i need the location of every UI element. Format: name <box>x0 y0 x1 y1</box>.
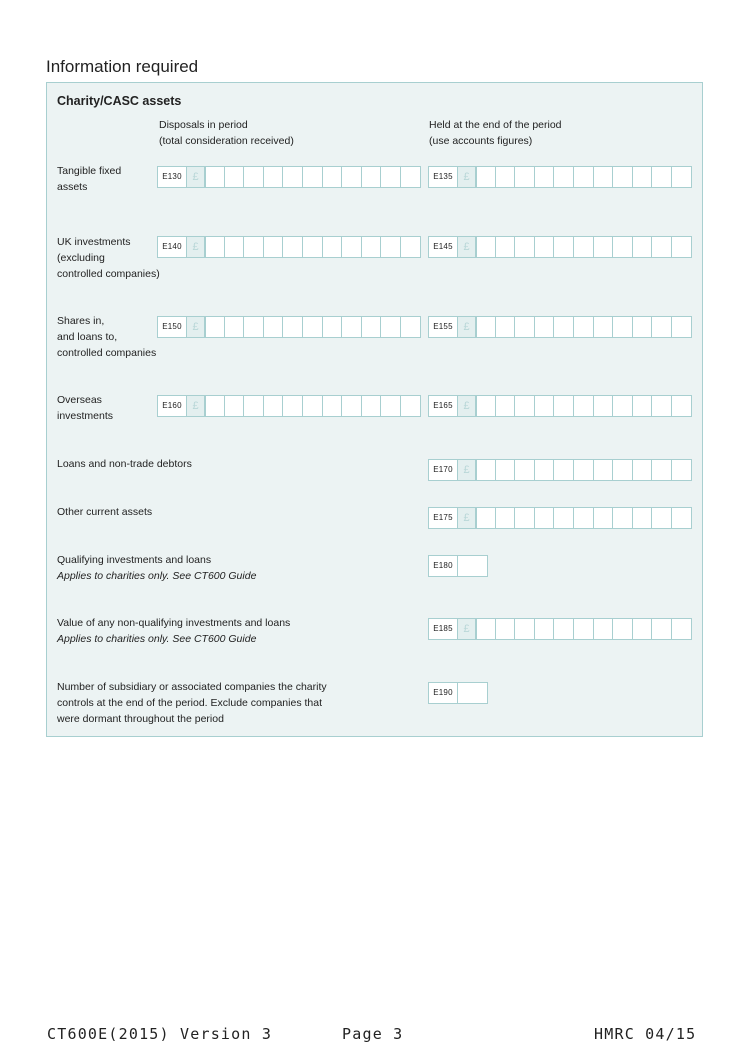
page-heading: Information required <box>46 57 199 76</box>
box-number: E165 <box>428 395 458 417</box>
digit-cell[interactable] <box>613 316 633 338</box>
digit-cell[interactable] <box>672 395 692 417</box>
charity-assets-panel <box>46 82 703 737</box>
digit-cell[interactable] <box>342 236 362 258</box>
digit-cell[interactable] <box>652 236 672 258</box>
label-shares-controlled-companies: Shares in, and loans to, controlled companies <box>57 315 157 359</box>
digit-cell[interactable] <box>554 395 574 417</box>
label-tangible-fixed-assets: Tangible fixed assets <box>57 165 122 193</box>
box-number: E155 <box>428 316 458 338</box>
digit-cell[interactable] <box>244 236 264 258</box>
digit-cell[interactable] <box>535 459 555 481</box>
pound-sign: £ <box>458 316 476 338</box>
disposals-column-header: Disposals in period (total consideration received) <box>159 119 294 147</box>
pound-sign: £ <box>187 395 205 417</box>
label-non-qualifying-investments: Value of any non-qualifying investments and loans Applies to charities only. See CT600 Guide <box>57 617 291 645</box>
box-number: E185 <box>428 618 458 640</box>
digit-cell[interactable] <box>362 166 382 188</box>
digit-cell[interactable] <box>264 395 284 417</box>
digit-cell[interactable] <box>535 395 555 417</box>
count-entry-box[interactable] <box>458 555 488 577</box>
digit-cell[interactable] <box>574 507 594 529</box>
qualifying-note: Applies to charities only. See CT600 Guide <box>57 570 257 582</box>
digit-cell[interactable] <box>303 166 323 188</box>
field-e170[interactable] <box>428 459 692 481</box>
digit-cell[interactable] <box>515 166 535 188</box>
digit-cell[interactable] <box>303 395 323 417</box>
pound-sign: £ <box>458 459 476 481</box>
digit-cell[interactable] <box>264 166 284 188</box>
pound-sign: £ <box>187 316 205 338</box>
digit-cell[interactable] <box>244 395 264 417</box>
digit-cell[interactable] <box>476 166 496 188</box>
digit-cell[interactable] <box>613 166 633 188</box>
digit-cell[interactable] <box>476 316 496 338</box>
digit-cell[interactable] <box>515 459 535 481</box>
digit-cell[interactable] <box>672 618 692 640</box>
field-e190[interactable] <box>428 682 488 704</box>
digit-cell[interactable] <box>496 618 516 640</box>
digit-cell[interactable] <box>633 236 653 258</box>
digit-cell[interactable] <box>633 618 653 640</box>
digit-cell[interactable] <box>515 395 535 417</box>
digit-cell[interactable] <box>225 236 245 258</box>
label-uk-investments: UK investments (excluding controlled companies) <box>57 236 160 280</box>
digit-cell[interactable] <box>205 316 225 338</box>
digit-cell[interactable] <box>362 316 382 338</box>
box-number: E145 <box>428 236 458 258</box>
digit-cell[interactable] <box>554 459 574 481</box>
non-qualifying-note: Applies to charities only. See CT600 Guide <box>57 633 257 645</box>
digit-cell[interactable] <box>323 166 343 188</box>
count-entry-box[interactable] <box>458 682 488 704</box>
box-number: E175 <box>428 507 458 529</box>
digit-cell[interactable] <box>652 395 672 417</box>
label-subsidiary-companies: Number of subsidiary or associated companies the charity controls at the end of the period. Exclude companies that were dormant throughout the period <box>57 681 327 725</box>
digit-cell[interactable] <box>476 395 496 417</box>
digit-cell[interactable] <box>381 166 401 188</box>
label-qualifying-investments: Qualifying investments and loans Applies to charities only. See CT600 Guide <box>57 554 257 582</box>
box-number: E160 <box>157 395 187 417</box>
digit-cell[interactable] <box>515 507 535 529</box>
digit-cell[interactable] <box>554 507 574 529</box>
digit-cell[interactable] <box>496 316 516 338</box>
digit-cell[interactable] <box>574 236 594 258</box>
digit-cell[interactable] <box>401 316 421 338</box>
digit-cell[interactable] <box>672 236 692 258</box>
digit-cell[interactable] <box>476 236 496 258</box>
field-e140[interactable] <box>157 236 421 258</box>
footer-form-version: CT600E(2015) Version 3 <box>47 1025 273 1043</box>
digit-cell[interactable] <box>362 395 382 417</box>
digit-cell[interactable] <box>323 236 343 258</box>
field-e135[interactable] <box>428 166 692 188</box>
footer-page-number: Page 3 <box>342 1025 404 1043</box>
digit-cell[interactable] <box>652 459 672 481</box>
digit-cell[interactable] <box>476 618 496 640</box>
digit-cell[interactable] <box>672 507 692 529</box>
field-e160[interactable] <box>157 395 421 417</box>
digit-cell[interactable] <box>205 236 225 258</box>
digit-cell[interactable] <box>303 316 323 338</box>
digit-cell[interactable] <box>594 459 614 481</box>
pound-sign: £ <box>458 618 476 640</box>
digit-cell[interactable] <box>244 316 264 338</box>
pound-sign: £ <box>187 236 205 258</box>
label-overseas-investments: Overseas investments <box>57 394 114 422</box>
digit-cell[interactable] <box>401 395 421 417</box>
digit-cell[interactable] <box>594 166 614 188</box>
digit-cell[interactable] <box>554 316 574 338</box>
digit-cell[interactable] <box>381 236 401 258</box>
label-loans-non-trade-debtors: Loans and non-trade debtors <box>57 458 192 470</box>
digit-cell[interactable] <box>401 166 421 188</box>
digit-cell[interactable] <box>225 395 245 417</box>
digit-cell[interactable] <box>225 166 245 188</box>
digit-cell[interactable] <box>264 316 284 338</box>
digit-cell[interactable] <box>594 316 614 338</box>
field-e130[interactable] <box>157 166 421 188</box>
digit-cell[interactable] <box>594 618 614 640</box>
digit-cell[interactable] <box>672 459 692 481</box>
digit-cell[interactable] <box>401 236 421 258</box>
digit-cell[interactable] <box>283 395 303 417</box>
held-column-header: Held at the end of the period (use accounts figures) <box>429 119 562 147</box>
digit-cell[interactable] <box>594 507 614 529</box>
digit-cell[interactable] <box>515 618 535 640</box>
field-e185[interactable] <box>428 618 692 640</box>
digit-cell[interactable] <box>283 316 303 338</box>
digit-cell[interactable] <box>244 166 264 188</box>
digit-cell[interactable] <box>362 236 382 258</box>
digit-cell[interactable] <box>535 316 555 338</box>
digit-cell[interactable] <box>342 166 362 188</box>
digit-cell[interactable] <box>652 316 672 338</box>
digit-cell[interactable] <box>574 459 594 481</box>
digit-cell[interactable] <box>205 166 225 188</box>
label-other-current-assets: Other current assets <box>57 506 153 518</box>
pound-sign: £ <box>458 236 476 258</box>
digit-cell[interactable] <box>633 459 653 481</box>
digit-cell[interactable] <box>342 395 362 417</box>
digit-cell[interactable] <box>613 507 633 529</box>
digit-cell[interactable] <box>381 316 401 338</box>
digit-cell[interactable] <box>574 395 594 417</box>
footer-issuer: HMRC 04/15 <box>594 1025 697 1043</box>
pound-sign: £ <box>458 507 476 529</box>
digit-cell[interactable] <box>476 507 496 529</box>
pound-sign: £ <box>458 395 476 417</box>
field-e155[interactable] <box>428 316 692 338</box>
digit-cell[interactable] <box>535 618 555 640</box>
field-e180[interactable] <box>428 555 488 577</box>
digit-cell[interactable] <box>303 236 323 258</box>
digit-cell[interactable] <box>205 395 225 417</box>
digit-cell[interactable] <box>594 395 614 417</box>
digit-cell[interactable] <box>323 395 343 417</box>
field-e165[interactable] <box>428 395 692 417</box>
pound-sign: £ <box>458 166 476 188</box>
digit-cell[interactable] <box>613 459 633 481</box>
field-e175[interactable] <box>428 507 692 529</box>
digit-cell[interactable] <box>554 618 574 640</box>
digit-cell[interactable] <box>476 459 496 481</box>
digit-cell[interactable] <box>574 166 594 188</box>
digit-cell[interactable] <box>652 507 672 529</box>
digit-cell[interactable] <box>496 236 516 258</box>
digit-cell[interactable] <box>633 507 653 529</box>
digit-cell[interactable] <box>342 316 362 338</box>
digit-cell[interactable] <box>515 316 535 338</box>
box-number: E135 <box>428 166 458 188</box>
box-number: E130 <box>157 166 187 188</box>
digit-cell[interactable] <box>535 507 555 529</box>
digit-cell[interactable] <box>496 395 516 417</box>
box-number: E140 <box>157 236 187 258</box>
digit-cell[interactable] <box>554 236 574 258</box>
digit-cell[interactable] <box>225 316 245 338</box>
box-number: E170 <box>428 459 458 481</box>
digit-cell[interactable] <box>535 166 555 188</box>
digit-cell[interactable] <box>283 166 303 188</box>
digit-cell[interactable] <box>633 316 653 338</box>
digit-cell[interactable] <box>633 395 653 417</box>
panel-title: Charity/CASC assets <box>57 94 182 108</box>
digit-cell[interactable] <box>496 166 516 188</box>
field-e145[interactable] <box>428 236 692 258</box>
box-number: E190 <box>428 682 458 704</box>
digit-cell[interactable] <box>496 507 516 529</box>
digit-cell[interactable] <box>652 618 672 640</box>
pound-sign: £ <box>187 166 205 188</box>
digit-cell[interactable] <box>613 395 633 417</box>
box-number: E150 <box>157 316 187 338</box>
digit-cell[interactable] <box>613 618 633 640</box>
digit-cell[interactable] <box>381 395 401 417</box>
digit-cell[interactable] <box>672 166 692 188</box>
digit-cell[interactable] <box>264 236 284 258</box>
box-number: E180 <box>428 555 458 577</box>
digit-cell[interactable] <box>283 236 303 258</box>
digit-cell[interactable] <box>515 236 535 258</box>
digit-cell[interactable] <box>633 166 653 188</box>
digit-cell[interactable] <box>652 166 672 188</box>
digit-cell[interactable] <box>323 316 343 338</box>
digit-cell[interactable] <box>554 166 574 188</box>
digit-cell[interactable] <box>535 236 555 258</box>
digit-cell[interactable] <box>672 316 692 338</box>
field-e150[interactable] <box>157 316 421 338</box>
digit-cell[interactable] <box>613 236 633 258</box>
digit-cell[interactable] <box>496 459 516 481</box>
digit-cell[interactable] <box>594 236 614 258</box>
digit-cell[interactable] <box>574 316 594 338</box>
digit-cell[interactable] <box>574 618 594 640</box>
